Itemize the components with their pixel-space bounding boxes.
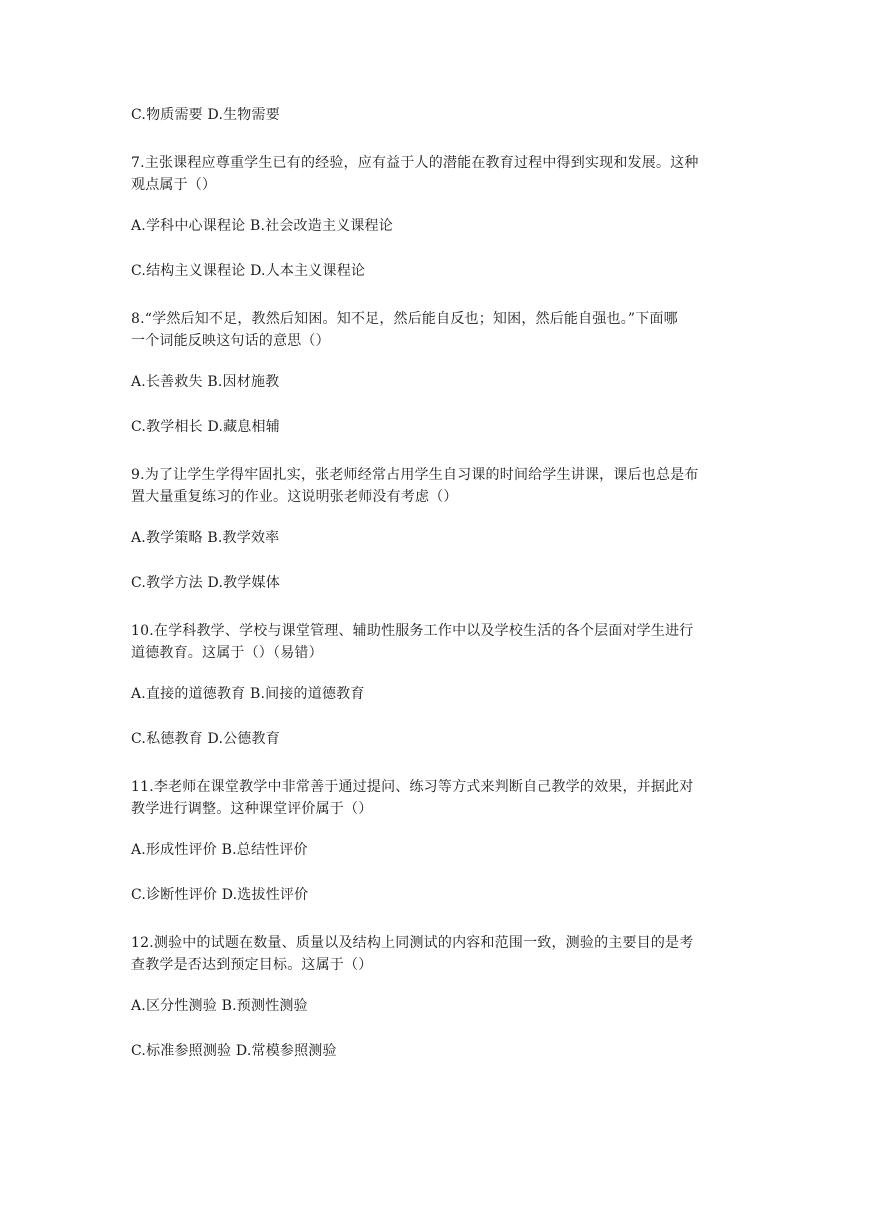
question-text: 查教学是否达到预定目标。这属于（） xyxy=(131,957,373,973)
question-text: 8.“学然后知不足，教然后知困。知不足，然后能自反也；知困，然后能自强也。”下面哪 xyxy=(131,311,678,327)
question-text: 一个词能反映这句话的意思（） xyxy=(131,333,330,349)
question-text: 教学进行调整。这种课堂评价属于（） xyxy=(131,801,373,817)
options-line: C.教学相长 D.藏息相辅 xyxy=(131,419,280,435)
document-page xyxy=(131,104,741,1062)
options-line: A.教学策略 B.教学效率 xyxy=(131,530,280,546)
options-line: C.结构主义课程论 D.人本主义课程论 xyxy=(131,263,366,279)
options-line: C.教学方法 D.教学媒体 xyxy=(131,575,280,591)
options-line: C.标准参照测验 D.常模参照测验 xyxy=(131,1043,337,1059)
question-10 xyxy=(131,620,741,750)
question-text: 道德教育。这属于（）（易错） xyxy=(131,645,323,661)
options-line: A.区分性测验 B.预测性测验 xyxy=(131,998,308,1014)
question-text: 12.测验中的试题在数量、质量以及结构上同测试的内容和范围一致，测验的主要目的是考 xyxy=(131,935,694,951)
options-line: A.学科中心课程论 B.社会改造主义课程论 xyxy=(131,218,393,234)
question-11 xyxy=(131,776,741,906)
question-text: 9.为了让学生学得牢固扎实，张老师经常占用学生自习课的时间给学生讲课，课后也总是布 xyxy=(131,467,699,483)
options-line: C.私德教育 D.公德教育 xyxy=(131,731,280,747)
question-text: 11.李老师在课堂教学中非常善于通过提问、练习等方式来判断自己教学的效果，并据此对 xyxy=(131,779,694,795)
question-7 xyxy=(131,152,741,282)
question-text: 置大量重复练习的作业。这说明张老师没有考虑（） xyxy=(131,489,458,505)
options-line: A.长善救失 B.因材施教 xyxy=(131,374,280,390)
options-line: C.物质需要 D.生物需要 xyxy=(131,107,280,123)
question-8 xyxy=(131,308,741,438)
question-text: 7.主张课程应尊重学生已有的经验，应有益于人的潜能在教育过程中得到实现和发展。这种 xyxy=(131,155,699,171)
options-line: C.诊断性评价 D.选拔性评价 xyxy=(131,887,309,903)
options-line: A.直接的道德教育 B.间接的道德教育 xyxy=(131,686,365,702)
question-text: 10.在学科教学、学校与课堂管理、辅助性服务工作中以及学校生活的各个层面对学生进行 xyxy=(131,623,694,639)
question-text: 观点属于（） xyxy=(131,177,217,193)
question-12 xyxy=(131,932,741,1062)
question-9 xyxy=(131,464,741,594)
options-line: A.形成性评价 B.总结性评价 xyxy=(131,842,308,858)
